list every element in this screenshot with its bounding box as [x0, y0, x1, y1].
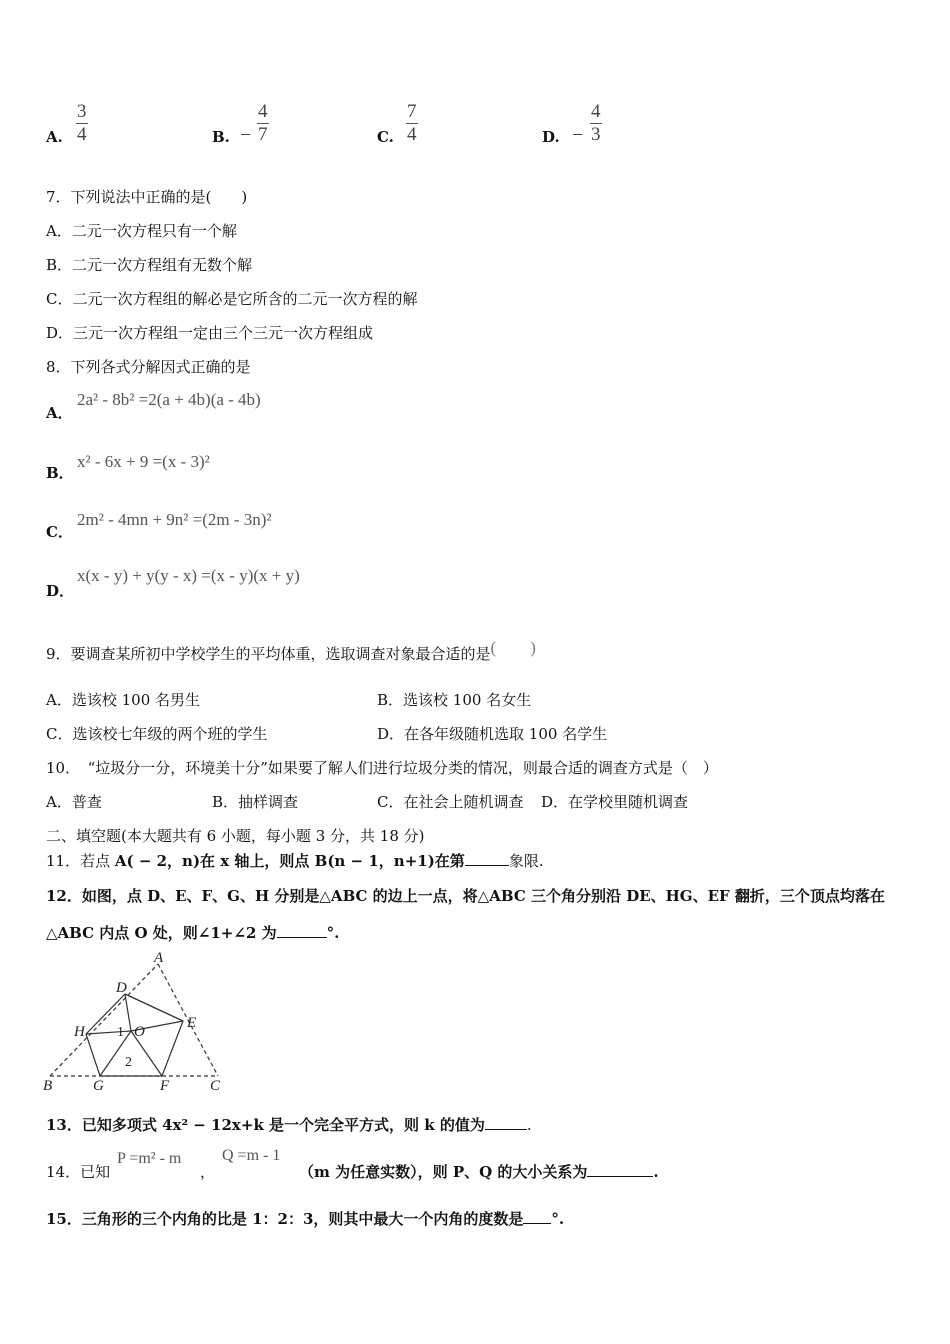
q8-option-d-letter: D． — [46, 582, 75, 600]
q13-suffix: . — [526, 1116, 532, 1134]
q7-stem: 7．下列说法中正确的是( ) — [46, 188, 248, 206]
q14-suffix: . — [653, 1163, 659, 1181]
q7-option-b: B．二元一次方程组有无数个解 — [46, 256, 253, 274]
q7-option-d: D．三元一次方程组一定由三个三元一次方程组成 — [46, 324, 374, 342]
q11-text: A( − 2，n)在 x 轴上，则点 B(n − 1，n+1)在第 — [114, 852, 465, 870]
q9-option-d: D．在各年级随机选取 100 名学生 — [377, 725, 608, 743]
label-angle-1: 1 — [117, 1025, 124, 1040]
q14-prefix: 14．已知 — [46, 1163, 111, 1181]
q12-triangle-figure — [40, 950, 240, 1098]
q6-option-d-fraction — [590, 101, 602, 146]
q13-text: 13．已知多项式 4x² − 12x+k 是一个完全平方式，则 k 的值为 — [46, 1116, 485, 1134]
q6-option-b-minus: − — [240, 124, 252, 146]
q6-option-c-numerator: 7 — [407, 101, 417, 122]
q12-line1: 12．如图，点 D、E、F、G、H 分别是△ABC 的边上一点，将△ABC 三个角分别沿 DE、HG、EF 翻折，三个顶点均落在 — [46, 887, 885, 905]
q12-line2-text: △ABC 内点 O 处，则∠1+∠2 为 — [46, 924, 277, 942]
q6-option-a-fraction — [76, 101, 88, 146]
q10-option-c: C．在社会上随机调查 — [377, 793, 524, 811]
q6-option-c-letter: C. — [377, 128, 394, 146]
q7-option-c: C．二元一次方程组的解必是它所含的二元一次方程的解 — [46, 290, 418, 308]
q14-tail — [299, 1161, 659, 1182]
q10-option-d: D．在学校里随机调查 — [541, 793, 689, 811]
q6-option-a-denominator: 4 — [77, 124, 87, 145]
q6-option-c-denominator: 4 — [407, 124, 417, 145]
q11-suffix: 象限. — [508, 852, 544, 870]
q6-option-b-letter: B. — [212, 128, 230, 146]
fold-de — [125, 994, 183, 1021]
q9-stem-paren: ( ) — [490, 638, 536, 657]
q9-option-c: C．选该校七年级的两个班的学生 — [46, 725, 268, 743]
q8-option-a-expression: 2a² - 8b² =2(a + 4b)(a - 4b) — [77, 390, 261, 409]
q6-option-a-letter: A. — [46, 128, 63, 146]
label-angle-2: 2 — [125, 1055, 132, 1070]
q15-blank — [523, 1211, 551, 1224]
label-d: D — [116, 980, 127, 996]
q6-option-d-minus: − — [572, 124, 584, 146]
q9-option-b: B．选该校 100 名女生 — [377, 691, 532, 709]
q15-suffix: °. — [551, 1210, 565, 1228]
q10-option-b: B．抽样调查 — [212, 793, 299, 811]
q15-text: 15．三角形的三个内角的比是 1：2：3，则其中最大一个内角的度数是 — [46, 1210, 524, 1228]
q6-option-b-denominator: 7 — [258, 124, 268, 145]
q11-blank — [465, 853, 509, 866]
q12-line2 — [46, 922, 339, 943]
q8-stem: 8．下列各式分解因式正确的是 — [46, 358, 251, 376]
q14-text: （m 为任意实数），则 P、Q 的大小关系为 — [299, 1163, 588, 1181]
q8-option-c-expression: 2m² - 4mn + 9n² =(2m - 3n)² — [77, 510, 272, 529]
q14-q-expression: Q =m - 1 — [222, 1147, 281, 1164]
q8-option-c-letter: C． — [46, 523, 73, 541]
q9-stem-text: 9．要调查某所初中学校学生的平均体重，选取调查对象最合适的是 — [46, 645, 491, 663]
q14-blank — [587, 1164, 653, 1177]
q9-option-a: A．选该校 100 名男生 — [46, 691, 200, 709]
q6-option-b-fraction — [257, 101, 269, 146]
q12-blank — [277, 925, 327, 938]
label-a: A — [154, 950, 164, 966]
q11-prefix: 11．若点 — [46, 852, 115, 870]
label-f: F — [160, 1078, 170, 1094]
side-ab — [50, 964, 158, 1076]
q6-option-d-numerator: 4 — [591, 101, 601, 122]
q10-stem: 10． “垃圾分一分，环境美十分”如果要了解人们进行垃圾分类的情况，则最合适的调查方式是（ ） — [46, 759, 718, 777]
fold-do — [125, 994, 131, 1031]
q13 — [46, 1114, 532, 1135]
q8-option-b-letter: B． — [46, 464, 74, 482]
q6-option-a-numerator: 3 — [77, 101, 87, 122]
q14-comma: ， — [200, 1163, 216, 1181]
label-h: H — [74, 1024, 85, 1040]
label-e: E — [187, 1015, 197, 1031]
label-c: C — [210, 1078, 221, 1094]
q7-option-a: A．二元一次方程只有一个解 — [46, 222, 237, 240]
q6-option-d-letter: D. — [542, 128, 560, 146]
q8-option-d-expression: x(x - y) + y(y - x) =(x - y)(x + y) — [77, 566, 300, 585]
q8-option-a-letter: A． — [46, 404, 73, 422]
label-g: G — [93, 1078, 104, 1094]
q6-option-b-numerator: 4 — [258, 101, 268, 122]
q10-option-a: A．普查 — [46, 793, 102, 811]
label-o: O — [134, 1024, 145, 1040]
q6-option-d-denominator: 3 — [591, 124, 601, 145]
q13-blank — [485, 1117, 527, 1130]
q9-stem — [46, 639, 536, 664]
q8-option-b-expression: x² - 6x + 9 =(x - 3)² — [77, 452, 210, 471]
q15 — [46, 1208, 564, 1229]
q11 — [46, 850, 544, 871]
fold-ho — [86, 1031, 131, 1034]
q12-suffix: °. — [326, 924, 340, 942]
q14-p-expression: P =m² - m — [117, 1150, 182, 1167]
section-2-title: 二、填空题(本大题共有 6 小题，每小题 3 分，共 18 分) — [46, 827, 425, 845]
q6-option-c-fraction — [406, 101, 418, 146]
label-b: B — [43, 1078, 53, 1094]
